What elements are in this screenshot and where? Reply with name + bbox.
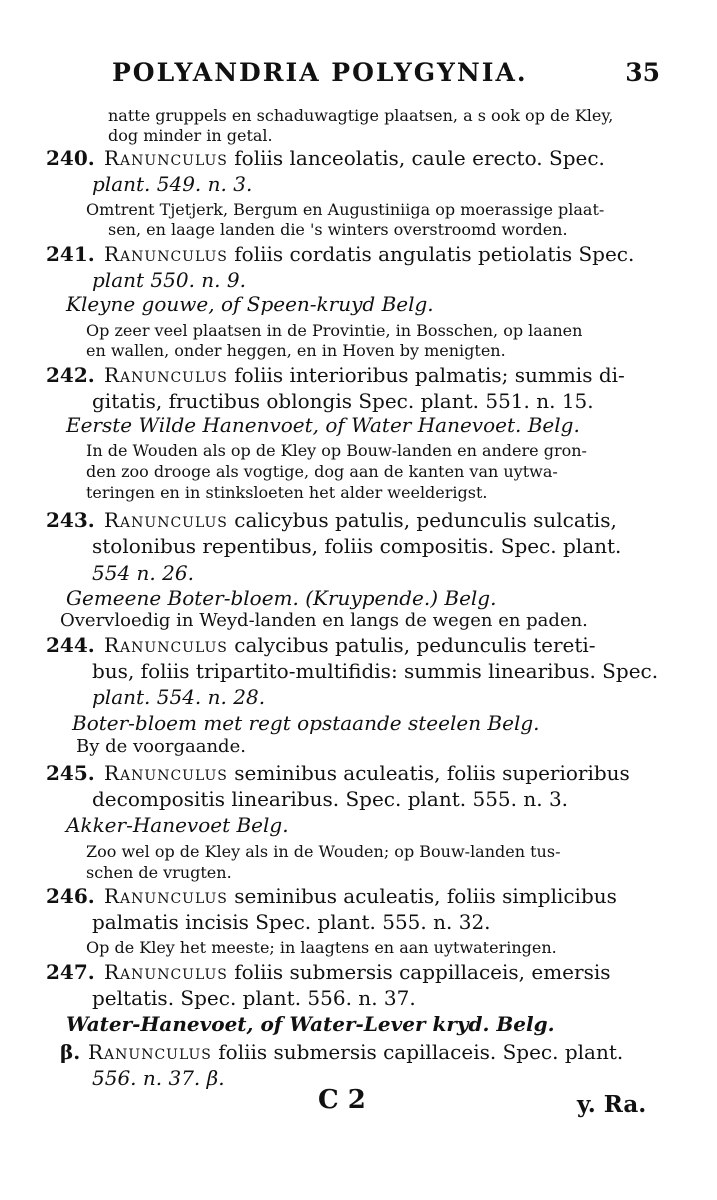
species-line: stolonibus repentibus, foliis compositis. Spec. plant. (92, 534, 622, 558)
species-description: foliis submersis cappillaceis, emersis (234, 960, 611, 984)
species-line: plant. 554. n. 28. (92, 685, 266, 709)
note-line: den zoo drooge als vogtige, dog aan de kanten van uytwa- (86, 462, 558, 481)
note-line: Op de Kley het meeste; in laagtens en aan uytwateringen. (86, 938, 557, 957)
note-line: dog minder in getal. (108, 126, 273, 145)
species-description: foliis cordatis angulatis petiolatis Spec. (234, 242, 635, 266)
vernacular-name: Boter-bloem met regt opstaande steelen Belg. (72, 711, 540, 735)
vernacular-name: Gemeene Boter-bloem. (Kruypende.) Belg. (66, 586, 497, 610)
species-line: peltatis. Spec. plant. 556. n. 37. (92, 986, 416, 1010)
entry-244 (46, 633, 596, 657)
vernacular-name: Kleyne gouwe, of Speen-kruyd Belg. (66, 292, 434, 316)
entry-number: β. (60, 1040, 81, 1064)
running-title: POLYANDRIA POLYGYNIA. (112, 58, 528, 87)
entry-240 (46, 146, 605, 170)
species-description: calicybus patulis, pedunculis sulcatis, (234, 508, 617, 532)
note-line: In de Wouden als op de Kley op Bouw-landen en andere gron- (86, 441, 587, 460)
vernacular-name: Akker-Hanevoet Belg. (66, 813, 289, 837)
note-line: Omtrent Tjetjerk, Bergum en Augustiniiga op moerassige plaat- (86, 200, 605, 219)
genus-name: Ranunculus (104, 761, 228, 785)
entry-number: 243. (46, 508, 95, 532)
entry-number: 242. (46, 363, 95, 387)
entry-number: 244. (46, 633, 95, 657)
entry-number: 240. (46, 146, 95, 170)
species-line: 554 n. 26. (92, 561, 194, 585)
genus-name: Ranunculus (104, 242, 228, 266)
genus-name: Ranunculus (104, 884, 228, 908)
entry-number: 245. (46, 761, 95, 785)
species-description: foliis submersis capillaceis. Spec. plant. (218, 1040, 624, 1064)
entry-243 (46, 508, 617, 532)
page-header (100, 52, 660, 92)
species-description: foliis interioribus palmatis; summis di- (234, 363, 625, 387)
vernacular-name: Eerste Wilde Hanenvoet, of Water Hanevoet. Belg. (66, 413, 580, 437)
entry-number: 246. (46, 884, 95, 908)
catchword: y. Ra. (577, 1091, 647, 1118)
species-description: seminibus aculeatis, foliis superioribus (234, 761, 630, 785)
vernacular-name: Water-Hanevoet, of Water-Lever kryd. Belg. (66, 1012, 555, 1036)
entry-beta (60, 1040, 623, 1064)
note-line: Overvloedig in Weyd-landen en langs de wegen en paden. (60, 610, 588, 631)
genus-name: Ranunculus (104, 146, 228, 170)
entry-number: 247. (46, 960, 95, 984)
species-line: bus, foliis tripartito-multifidis: summis linearibus. Spec. (92, 659, 659, 683)
note-line: By de voorgaande. (76, 736, 246, 757)
species-description: foliis lanceolatis, caule erecto. Spec. (234, 146, 605, 170)
species-line: decompositis linearibus. Spec. plant. 555. n. 3. (92, 787, 569, 811)
page-number: 35 (625, 58, 660, 87)
entry-246 (46, 884, 617, 908)
entry-247 (46, 960, 611, 984)
genus-name: Ranunculus (88, 1040, 212, 1064)
species-description: seminibus aculeatis, foliis simplicibus (234, 884, 617, 908)
note-line: teringen en in stinksloeten het alder weelderigst. (86, 483, 488, 502)
entry-number: 241. (46, 242, 95, 266)
entry-241 (46, 242, 634, 266)
entry-245 (46, 761, 630, 785)
note-line: schen de vrugten. (86, 863, 232, 882)
genus-name: Ranunculus (104, 508, 228, 532)
note-line: sen, en laage landen die 's winters overstroomd worden. (108, 220, 568, 239)
species-line: palmatis incisis Spec. plant. 555. n. 32. (92, 910, 491, 934)
species-line: gitatis, fructibus oblongis Spec. plant. 551. n. 15. (92, 389, 594, 413)
entry-242 (46, 363, 625, 387)
species-line: plant. 549. n. 3. (92, 172, 253, 196)
genus-name: Ranunculus (104, 633, 228, 657)
genus-name: Ranunculus (104, 363, 228, 387)
genus-name: Ranunculus (104, 960, 228, 984)
signature-mark: C 2 (318, 1085, 366, 1115)
note-line: Zoo wel op de Kley als in de Wouden; op Bouw-landen tus- (86, 842, 561, 861)
species-line: 556. n. 37. β. (92, 1066, 225, 1090)
species-description: calycibus patulis, pedunculis tereti- (234, 633, 596, 657)
species-line: plant 550. n. 9. (92, 268, 246, 292)
note-line: en wallen, onder heggen, en in Hoven by menigten. (86, 341, 506, 360)
note-line: Op zeer veel plaatsen in de Provintie, in Bosschen, op laanen (86, 321, 583, 340)
note-line: natte gruppels en schaduwagtige plaatsen, a s ook op de Kley, (108, 106, 614, 125)
